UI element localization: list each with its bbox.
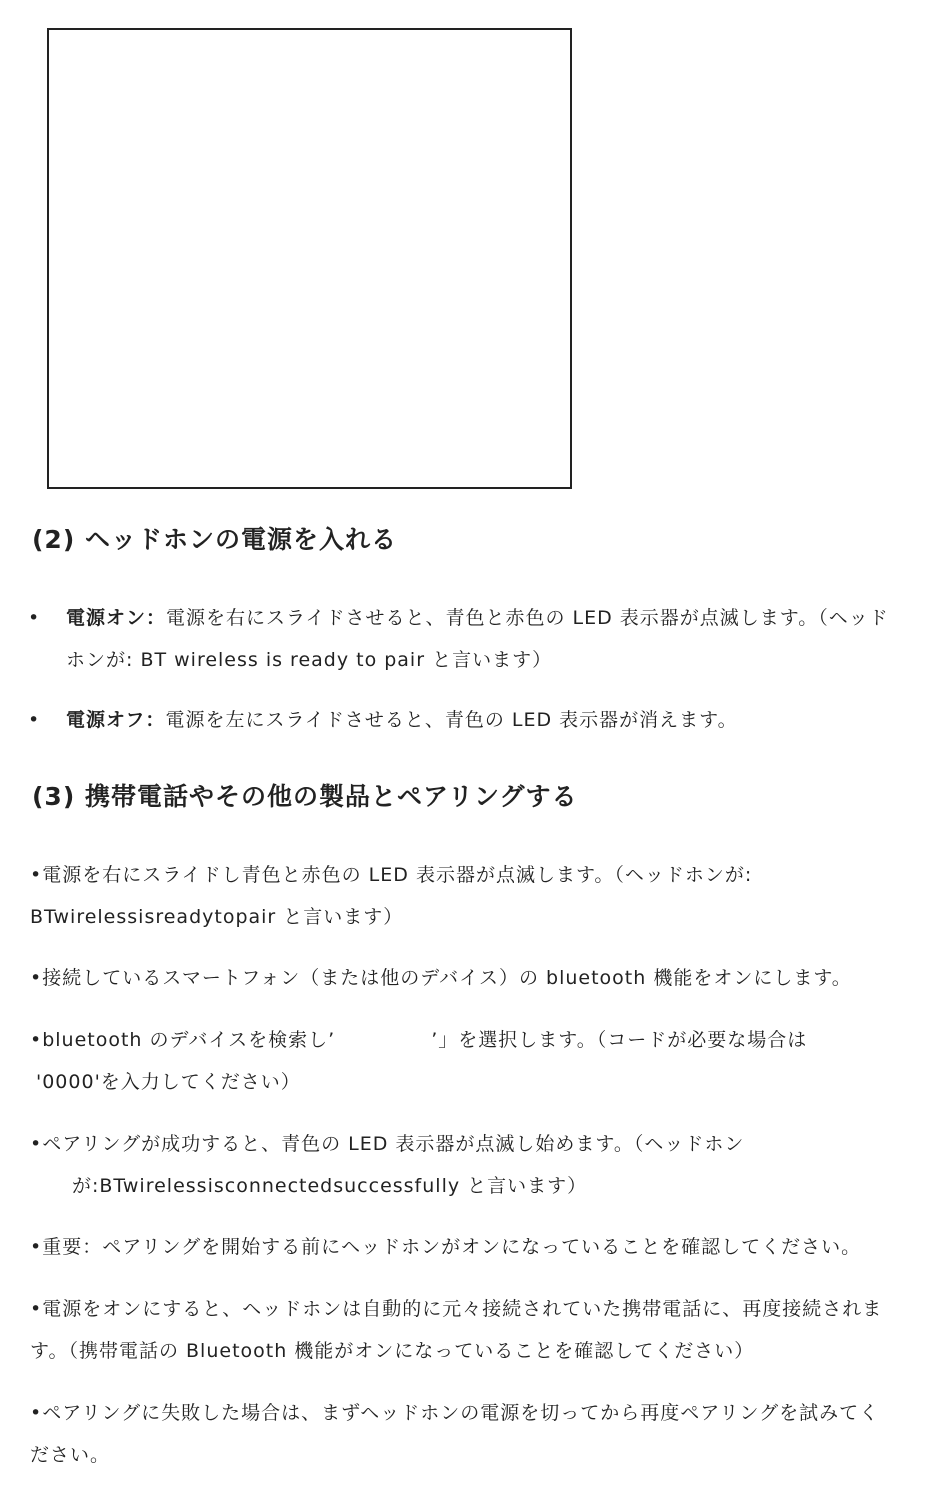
pairing-step-power [30,854,945,938]
auto-reconnect-note [30,1288,945,1372]
pairing-failure-note [30,1392,945,1476]
pairing-step-success-line-1: •ペアリングが成功すると、青色の LED 表示器が点滅し始めます。（ヘッドホン [30,1133,745,1155]
select-device-text-b: ’」を選択します。（コードが必要な場合は [431,1029,808,1051]
power-off-text: 電源を左にスライドさせると、青色の LED 表示器が消えます。 [165,709,738,731]
power-on-label: 電源オン： [66,607,167,629]
power-on-line-1 [66,597,946,639]
pairing-failure-line-2: ださい。 [30,1444,111,1466]
image-placeholder-frame [47,28,572,489]
select-device-text-a: •bluetooth のデバイスを検索し’ [30,1029,336,1051]
bullet-dot: • [28,709,41,731]
auto-reconnect-line-2: す。（携帯電話の Bluetooth 機能がオンになっていることを確認してください） [30,1340,755,1362]
pairing-step-success [30,1123,945,1207]
pairing-step-power-line-1: •電源を右にスライドし青色と赤色の LED 表示器が点滅します。（ヘッドホンが: [30,864,753,886]
power-on-item [28,597,946,681]
section-3-heading: (3) 携帯電話やその他の製品とペアリングする [32,782,578,811]
bullet-dot: • [28,607,41,629]
auto-reconnect-line-1: •電源をオンにすると、ヘッドホンは自動的に元々接続されていた携帯電話に、再度接続されま [30,1298,883,1320]
power-off-item [28,699,946,741]
pairing-step-success-line-2: が:BTwirelessisconnectedsuccessfully と言います） [72,1175,588,1197]
pairing-step-select-line-2: '0000'を入力してください） [36,1071,301,1093]
pairing-step-select-line-1 [30,1019,945,1061]
pairing-step-select-device [30,1019,945,1103]
power-off-body [66,699,946,741]
power-on-line-2: ホンが: BT wireless is ready to pair と言います） [66,649,553,671]
power-on-text: 電源を右にスライドさせると、青色と赤色の LED 表示器が点滅します。（ヘッド [166,607,889,629]
power-off-label: 電源オフ： [66,709,166,731]
pairing-step-bluetooth-on: •接続しているスマートフォン（または他のデバイス）の bluetooth 機能をオンにします。 [30,967,852,989]
important-note: •重要：ペアリングを開始する前にヘッドホンがオンになっていることを確認してください。 [30,1236,862,1258]
pairing-failure-line-1: •ペアリングに失敗した場合は、まずヘッドホンの電源を切ってから再度ペアリングを試みてく [30,1402,880,1424]
section-2-heading: (2) ヘッドホンの電源を入れる [32,525,397,554]
power-on-body [66,597,946,681]
pairing-step-power-line-2: BTwirelessisreadytopair と言います） [30,906,404,928]
